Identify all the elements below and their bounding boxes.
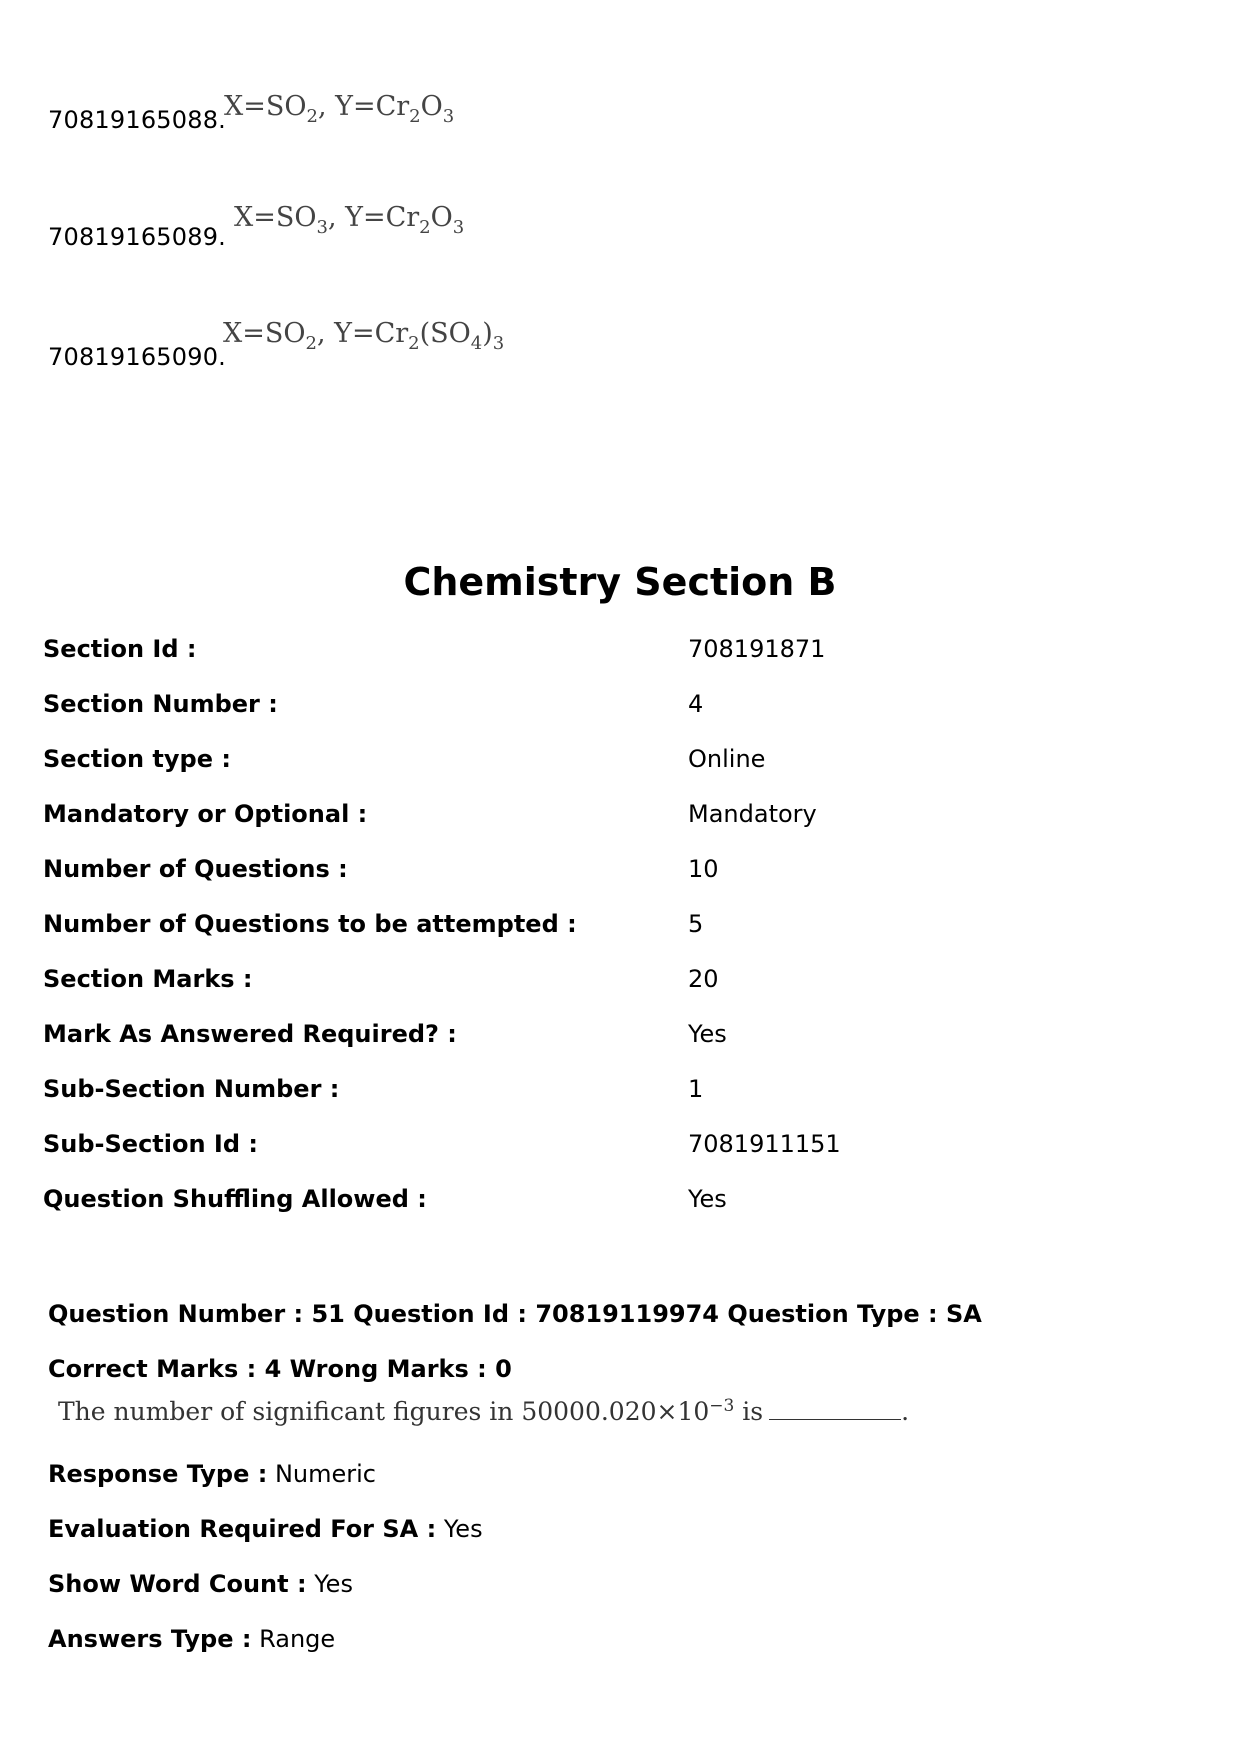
- info-row: [43, 635, 1143, 671]
- info-row: [43, 855, 1143, 891]
- info-row: [43, 1075, 1143, 1111]
- option-formula: $X=SO_2$, $Y=Cr_2O_3$: [224, 91, 455, 127]
- info-row: [43, 910, 1143, 946]
- info-value: 4: [688, 690, 704, 718]
- question-header: Question Number : 51 Question Id : 70819119974 Question Type : SA: [48, 1300, 982, 1328]
- answer-option[interactable]: [48, 202, 748, 270]
- info-value: 1: [688, 1075, 704, 1103]
- info-row: [43, 745, 1143, 781]
- info-value: 20: [688, 965, 719, 993]
- info-value: Online: [688, 745, 766, 773]
- info-label: Sub-Section Id :: [43, 1130, 258, 1158]
- info-value: Mandatory: [688, 800, 817, 828]
- answer-blank: [769, 1401, 901, 1420]
- info-label: Section Marks :: [43, 965, 253, 993]
- answers-type: Answers Type : Range: [48, 1625, 336, 1653]
- info-row: [43, 965, 1143, 1001]
- option-formula: $X=SO_3$, $Y=Cr_2O_3$: [234, 202, 465, 238]
- section-title: Chemistry Section B: [403, 560, 837, 604]
- question-text: The number of significant figures in $50000.020\times 10^{-3}$ is .: [58, 1396, 910, 1426]
- option-formula: $X=SO_2$, $Y=Cr_2(SO_4)_3$: [223, 318, 505, 354]
- info-row: [43, 1130, 1143, 1166]
- info-label: Section type :: [43, 745, 231, 773]
- info-value: 10: [688, 855, 719, 883]
- info-label: Section Number :: [43, 690, 278, 718]
- info-label: Section Id :: [43, 635, 197, 663]
- response-type: Response Type : Numeric: [48, 1460, 376, 1488]
- option-id: 70819165088.: [48, 106, 226, 134]
- info-row: [43, 1020, 1143, 1056]
- info-label: Sub-Section Number :: [43, 1075, 340, 1103]
- evaluation-required: Evaluation Required For SA : Yes: [48, 1515, 483, 1543]
- option-id: 70819165090.: [48, 343, 226, 371]
- option-id: 70819165089.: [48, 223, 226, 251]
- info-value: 7081911151: [688, 1130, 841, 1158]
- info-value: Yes: [688, 1185, 727, 1213]
- info-value: 5: [688, 910, 704, 938]
- info-label: Mandatory or Optional :: [43, 800, 368, 828]
- info-label: Number of Questions :: [43, 855, 348, 883]
- show-word-count: Show Word Count : Yes: [48, 1570, 353, 1598]
- answer-option[interactable]: [48, 91, 748, 155]
- info-value: Yes: [688, 1020, 727, 1048]
- info-row: [43, 800, 1143, 836]
- info-label: Number of Questions to be attempted :: [43, 910, 577, 938]
- question-marks: Correct Marks : 4 Wrong Marks : 0: [48, 1355, 512, 1383]
- answer-option[interactable]: [48, 318, 748, 390]
- info-row: [43, 690, 1143, 726]
- info-label: Mark As Answered Required? :: [43, 1020, 457, 1048]
- info-row: [43, 1185, 1143, 1221]
- info-label: Question Shuffling Allowed :: [43, 1185, 427, 1213]
- info-value: 708191871: [688, 635, 826, 663]
